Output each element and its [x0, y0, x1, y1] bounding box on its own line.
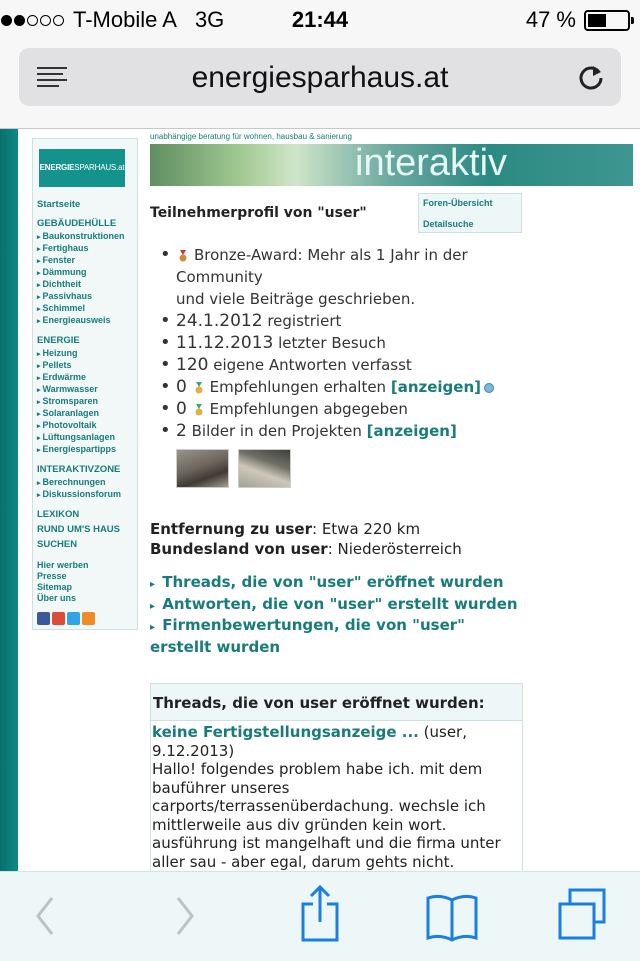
nav-item[interactable]: ▸ Fertighaus: [37, 243, 139, 255]
thread-excerpt: Hallo! folgendes problem habe ich. mit dem bauführer unseres carports/terrassenüberdachung. wechsle ich mittlerweile aus div gründen kein wort. ausführung ist mangelhaft und die firma unter aller sau - aber egal, darum gehts nicht.: [152, 760, 501, 871]
network-type: 3G: [194, 7, 225, 32]
registered-label: registriert: [267, 312, 342, 330]
answers-created-text[interactable]: Antworten, die von "user" erstellt wurden: [162, 594, 518, 613]
facebook-icon[interactable]: [37, 612, 50, 625]
nav-item[interactable]: ▸ Dämmung: [37, 267, 139, 279]
answers-label: eigene Antworten verfasst: [213, 356, 412, 374]
help-icon[interactable]: [484, 383, 494, 393]
footer-link[interactable]: Sitemap: [37, 582, 73, 592]
footer-link[interactable]: Hier werben: [37, 560, 89, 570]
nav-section-title[interactable]: GEBÄUDEHÜLLE: [37, 218, 117, 229]
nav-item[interactable]: ▸ Erdwärme: [37, 372, 139, 384]
distance-row: [150, 519, 462, 539]
battery-percent: 47 %: [525, 7, 576, 32]
project-image-thumbnail[interactable]: [238, 449, 291, 488]
footer-link[interactable]: Über uns: [37, 593, 77, 603]
social-links: [37, 612, 139, 625]
threads-opened-text[interactable]: Threads, die von "user" eröffnet wurden: [162, 573, 504, 591]
tabs-icon[interactable]: [556, 872, 610, 961]
browser-address-area: [0, 40, 640, 129]
nav-item[interactable]: ▸ Energiespartipps: [37, 444, 139, 456]
nav-item[interactable]: ▸ Schimmel: [37, 303, 139, 315]
clock: 21:44: [291, 7, 349, 32]
profile-stats: [160, 244, 520, 442]
stat-registered: [160, 310, 520, 332]
distance-value: : Etwa 220 km: [312, 520, 421, 538]
nav-item[interactable]: ▸ Diskussionsforum: [37, 489, 139, 501]
stat-recommendations-received: [160, 376, 520, 398]
show-recommendations-link[interactable]: [anzeigen]: [390, 378, 481, 396]
logo-word-sparhaus: SPARHAUS: [74, 163, 117, 172]
stat-images: [160, 420, 520, 442]
site-tagline: unabhängige beratung für wohnen, hausbau & sanierung: [150, 132, 352, 141]
detail-search-link[interactable]: Detailsuche: [423, 219, 474, 229]
images-count: 2: [176, 421, 187, 441]
company-ratings-link[interactable]: ▸ Firmenbewertungen, die von "user" erstellt wurden: [150, 616, 465, 656]
recommendation-icon: [194, 382, 204, 394]
twitter-icon[interactable]: [67, 612, 80, 625]
rss-icon[interactable]: [82, 612, 95, 625]
user-activity-links: [150, 573, 520, 656]
nav-suchen[interactable]: SUCHEN: [37, 539, 78, 550]
nav-lexikon[interactable]: LEXIKON: [37, 509, 80, 520]
page-title: Teilnehmerprofil von "user": [150, 205, 367, 221]
stat-last-visit: [160, 332, 520, 354]
google-plus-icon[interactable]: [52, 612, 65, 625]
nav-item[interactable]: ▸ Berechnungen: [37, 477, 139, 489]
web-page: [0, 129, 640, 871]
project-image-thumbnail[interactable]: [176, 449, 229, 488]
header-banner: [150, 144, 633, 186]
recommendations-received-count: 0: [176, 377, 187, 397]
state-value: : Niederösterreich: [327, 540, 462, 558]
reload-icon[interactable]: [577, 63, 605, 91]
footer-link[interactable]: Presse: [37, 571, 67, 581]
status-bar: [0, 0, 640, 40]
nav-startseite[interactable]: Startseite: [37, 199, 81, 210]
forum-overview-link[interactable]: Foren-Übersicht: [423, 198, 493, 208]
threads-panel-header: Threads, die von user eröffnet wurden:: [151, 684, 522, 721]
bronze-medal-icon: [178, 250, 188, 262]
recommendations-given-count: 0: [176, 399, 187, 419]
last-visit-date: 11.12.2013: [176, 333, 274, 353]
battery-icon: [584, 10, 630, 31]
last-visit-label: letzter Besuch: [278, 334, 386, 352]
nav-item[interactable]: ▸ Baukonstruktionen: [37, 231, 139, 243]
nav-item[interactable]: ▸ Pellets: [37, 360, 139, 372]
thread-entry: [151, 721, 522, 890]
award-item: [160, 244, 520, 310]
nav-item[interactable]: ▸ Solaranlagen: [37, 408, 139, 420]
nav-item[interactable]: ▸ Dichtheit: [37, 279, 139, 291]
nav-section-title[interactable]: INTERAKTIVZONE: [37, 464, 121, 475]
banner-title: interaktiv: [355, 142, 508, 184]
company-ratings-text[interactable]: Firmenbewertungen, die von "user" erstellt wurden: [150, 616, 465, 656]
recommendations-given-label: Empfehlungen abgegeben: [209, 400, 408, 418]
recommendation-icon: [194, 404, 204, 416]
award-text-2: und viele Beiträge geschrieben.: [176, 290, 416, 308]
nav-item[interactable]: ▸ Passivhaus: [37, 291, 139, 303]
show-images-link[interactable]: [anzeigen]: [366, 422, 457, 440]
threads-panel: [150, 683, 523, 883]
logo-word-energie: ENERGIE: [39, 163, 75, 172]
stat-answers: [160, 354, 520, 376]
nav-item[interactable]: ▸ Stromsparen: [37, 396, 139, 408]
thread-meta: (user, 9.12.2013): [152, 723, 467, 760]
sidebar-nav: [37, 199, 139, 625]
recommendations-received-label: Empfehlungen erhalten: [209, 378, 387, 396]
answers-count: 120: [176, 355, 209, 375]
browser-toolbar: [0, 871, 640, 961]
bookmarks-icon[interactable]: [424, 872, 480, 961]
share-icon[interactable]: [298, 872, 342, 961]
site-logo[interactable]: [39, 149, 125, 187]
answers-created-link[interactable]: ▸ Antworten, die von "user" erstellt wurden: [150, 594, 518, 613]
profile-info: [150, 519, 462, 559]
registered-date: 24.1.2012: [176, 311, 263, 331]
award-text: Bronze-Award: Mehr als 1 Jahr in der Community: [176, 246, 468, 286]
url-text[interactable]: energiesparhaus.at: [191, 61, 449, 94]
state-row: [150, 539, 462, 559]
nav-item[interactable]: ▸ Heizung: [37, 348, 139, 360]
nav-rund-ums-haus[interactable]: RUND UM'S HAUS: [37, 524, 121, 535]
logo-word-at: .at: [116, 163, 125, 172]
address-bar[interactable]: [19, 48, 621, 106]
page-side-rail: [0, 129, 18, 871]
threads-opened-link[interactable]: ▸ Threads, die von "user" eröffnet wurden: [150, 573, 504, 591]
forward-icon[interactable]: [170, 872, 202, 961]
nav-section-title[interactable]: ENERGIE: [37, 335, 80, 346]
nav-item[interactable]: ▸ Photovoltaik: [37, 420, 139, 432]
back-icon[interactable]: [28, 872, 60, 961]
carrier-name: T-Mobile A: [73, 7, 177, 32]
thread-title-link[interactable]: keine Fertigstellungsanzeige ...: [152, 723, 419, 741]
nav-item[interactable]: ▸ Warmwasser: [37, 384, 139, 396]
nav-item[interactable]: ▸ Lüftungsanlagen: [37, 432, 139, 444]
state-label: Bundesland von user: [150, 540, 328, 558]
site-sidebar: [32, 138, 138, 630]
nav-item[interactable]: ▸ Energieausweis: [37, 315, 139, 327]
distance-label: Entfernung zu user: [150, 520, 312, 538]
stat-recommendations-given: [160, 398, 520, 420]
forum-nav-box: [418, 193, 522, 233]
nav-item[interactable]: ▸ Fenster: [37, 255, 139, 267]
images-label: Bilder in den Projekten: [191, 422, 362, 440]
